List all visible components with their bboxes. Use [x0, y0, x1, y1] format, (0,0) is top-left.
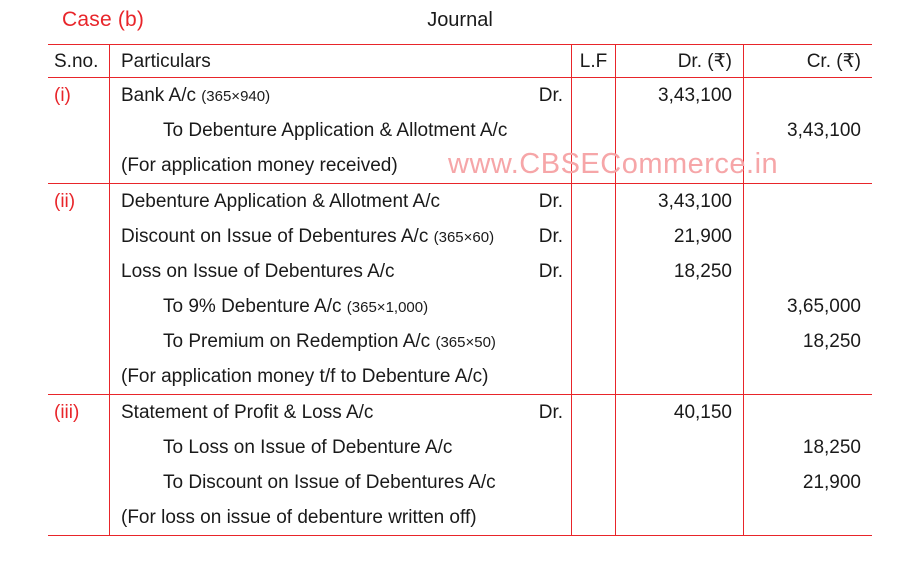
cell-particulars: [110, 430, 572, 465]
journal-entry: [48, 78, 872, 184]
cell-lf: [572, 395, 616, 430]
cell-credit-amount: [744, 500, 872, 535]
cell-debit-amount: [616, 324, 744, 359]
cell-particulars: [110, 324, 572, 359]
debit-marker: Dr.: [538, 261, 563, 282]
account-name: To 9% Debenture A/c: [163, 296, 342, 317]
page-header: [0, 0, 920, 44]
cell-particulars: [110, 113, 572, 148]
cell-credit-amount: [744, 359, 872, 394]
account-name: Loss on Issue of Debentures A/c: [121, 261, 395, 282]
cell-sno: [48, 113, 110, 148]
account-name: Statement of Profit & Loss A/c: [121, 402, 374, 423]
cell-lf: [572, 289, 616, 324]
debit-marker: Dr.: [538, 85, 563, 106]
column-header-cr: Cr. (₹): [806, 51, 861, 72]
table-row: [48, 359, 872, 394]
cell-credit-amount: 3,43,100: [787, 120, 861, 141]
cell-particulars: [110, 359, 572, 394]
account-name: Debenture Application & Allotment A/c: [121, 191, 440, 212]
cell-credit-amount: 18,250: [802, 437, 861, 458]
calculation-note: (365×50): [435, 334, 496, 351]
cell-debit-amount: [616, 500, 744, 535]
cell-credit-amount: [744, 219, 872, 254]
cell-debit-amount: 40,150: [616, 395, 744, 430]
cell-lf: [572, 78, 616, 113]
cell-lf: [572, 359, 616, 394]
account-name: Discount on Issue of Debentures A/c: [121, 226, 429, 247]
table-row: [48, 465, 872, 500]
cell-credit-amount: [744, 254, 872, 289]
cell-sno: [48, 324, 110, 359]
cell-credit-amount: [744, 78, 872, 113]
calculation-note: (365×940): [201, 88, 271, 105]
table-body: [48, 78, 872, 535]
table-row: [48, 430, 872, 465]
cell-lf: [572, 324, 616, 359]
cell-lf: [572, 148, 616, 183]
journal-entry: [48, 184, 872, 395]
page-title: Journal: [427, 9, 493, 31]
cell-lf: [572, 254, 616, 289]
cell-credit-amount: 21,900: [802, 472, 861, 493]
column-header-dr: Dr. (₹): [616, 45, 744, 77]
table-row: [48, 324, 872, 359]
cell-lf: [572, 465, 616, 500]
cell-particulars: [110, 500, 572, 535]
journal-table: [48, 44, 872, 536]
cell-sno: [48, 465, 110, 500]
cell-lf: [572, 500, 616, 535]
table-row: [48, 500, 872, 535]
calculation-note: (365×60): [433, 229, 495, 246]
account-name: (For application money received): [121, 155, 398, 176]
cell-debit-amount: [616, 113, 744, 148]
entry-number: (iii): [54, 402, 80, 423]
cell-debit-amount: 18,250: [616, 254, 744, 289]
column-header-lf: L.F: [572, 45, 616, 77]
account-name: To Loss on Issue of Debenture A/c: [163, 437, 453, 458]
table-header-row: [48, 45, 872, 78]
journal-entry: [48, 395, 872, 535]
cell-credit-amount: 18,250: [802, 331, 861, 352]
cell-particulars: [110, 219, 572, 254]
cell-debit-amount: [616, 148, 744, 183]
cell-lf: [572, 184, 616, 219]
account-name: Bank A/c: [121, 85, 196, 106]
cell-credit-amount: 3,65,000: [787, 296, 861, 317]
cell-debit-amount: [616, 430, 744, 465]
account-name: To Discount on Issue of Debentures A/c: [163, 472, 496, 493]
cell-debit-amount: [616, 465, 744, 500]
cell-lf: [572, 430, 616, 465]
debit-marker: Dr.: [538, 402, 563, 423]
cell-sno: [48, 500, 110, 535]
account-name: To Premium on Redemption A/c: [163, 331, 431, 352]
cell-particulars: [110, 148, 572, 183]
cell-sno: [48, 359, 110, 394]
cell-particulars: [110, 465, 572, 500]
debit-marker: Dr.: [538, 191, 563, 212]
cell-particulars: [110, 289, 572, 324]
cell-particulars: [110, 254, 572, 289]
cell-sno: [48, 254, 110, 289]
table-row: [48, 219, 872, 254]
table-row: [48, 113, 872, 148]
cell-credit-amount: [744, 184, 872, 219]
cell-sno: [48, 395, 110, 430]
account-name: (For application money t/f to Debenture A/c): [121, 366, 489, 387]
watermark: www.CBSECommerce.in: [448, 148, 779, 180]
cell-particulars: [110, 395, 572, 430]
table-row: [48, 254, 872, 289]
cell-debit-amount: [616, 359, 744, 394]
cell-sno: [48, 78, 110, 113]
case-label: Case (b): [62, 8, 145, 31]
cell-debit-amount: 3,43,100: [616, 184, 744, 219]
entry-number: (ii): [54, 191, 76, 212]
cell-sno: [48, 148, 110, 183]
cell-sno: [48, 219, 110, 254]
cell-debit-amount: 3,43,100: [616, 78, 744, 113]
cell-debit-amount: [616, 289, 744, 324]
cell-credit-amount: [744, 395, 872, 430]
cell-sno: [48, 184, 110, 219]
cell-credit-amount: [744, 148, 872, 183]
account-name: To Debenture Application & Allotment A/c: [163, 120, 508, 141]
cell-sno: [48, 289, 110, 324]
account-name: (For loss on issue of debenture written off): [121, 507, 477, 528]
cell-lf: [572, 113, 616, 148]
table-row: [48, 148, 872, 183]
cell-lf: [572, 219, 616, 254]
column-header-sno: S.no.: [48, 45, 110, 77]
cell-particulars: [110, 184, 572, 219]
table-row: [48, 289, 872, 324]
table-row: [48, 395, 872, 430]
table-row: [48, 78, 872, 113]
column-header-particulars: Particulars: [110, 45, 572, 77]
cell-debit-amount: 21,900: [616, 219, 744, 254]
calculation-note: (365×1,000): [346, 299, 429, 316]
debit-marker: Dr.: [538, 226, 563, 247]
cell-particulars: [110, 78, 572, 113]
cell-sno: [48, 430, 110, 465]
entry-number: (i): [54, 85, 71, 106]
table-row: [48, 184, 872, 219]
